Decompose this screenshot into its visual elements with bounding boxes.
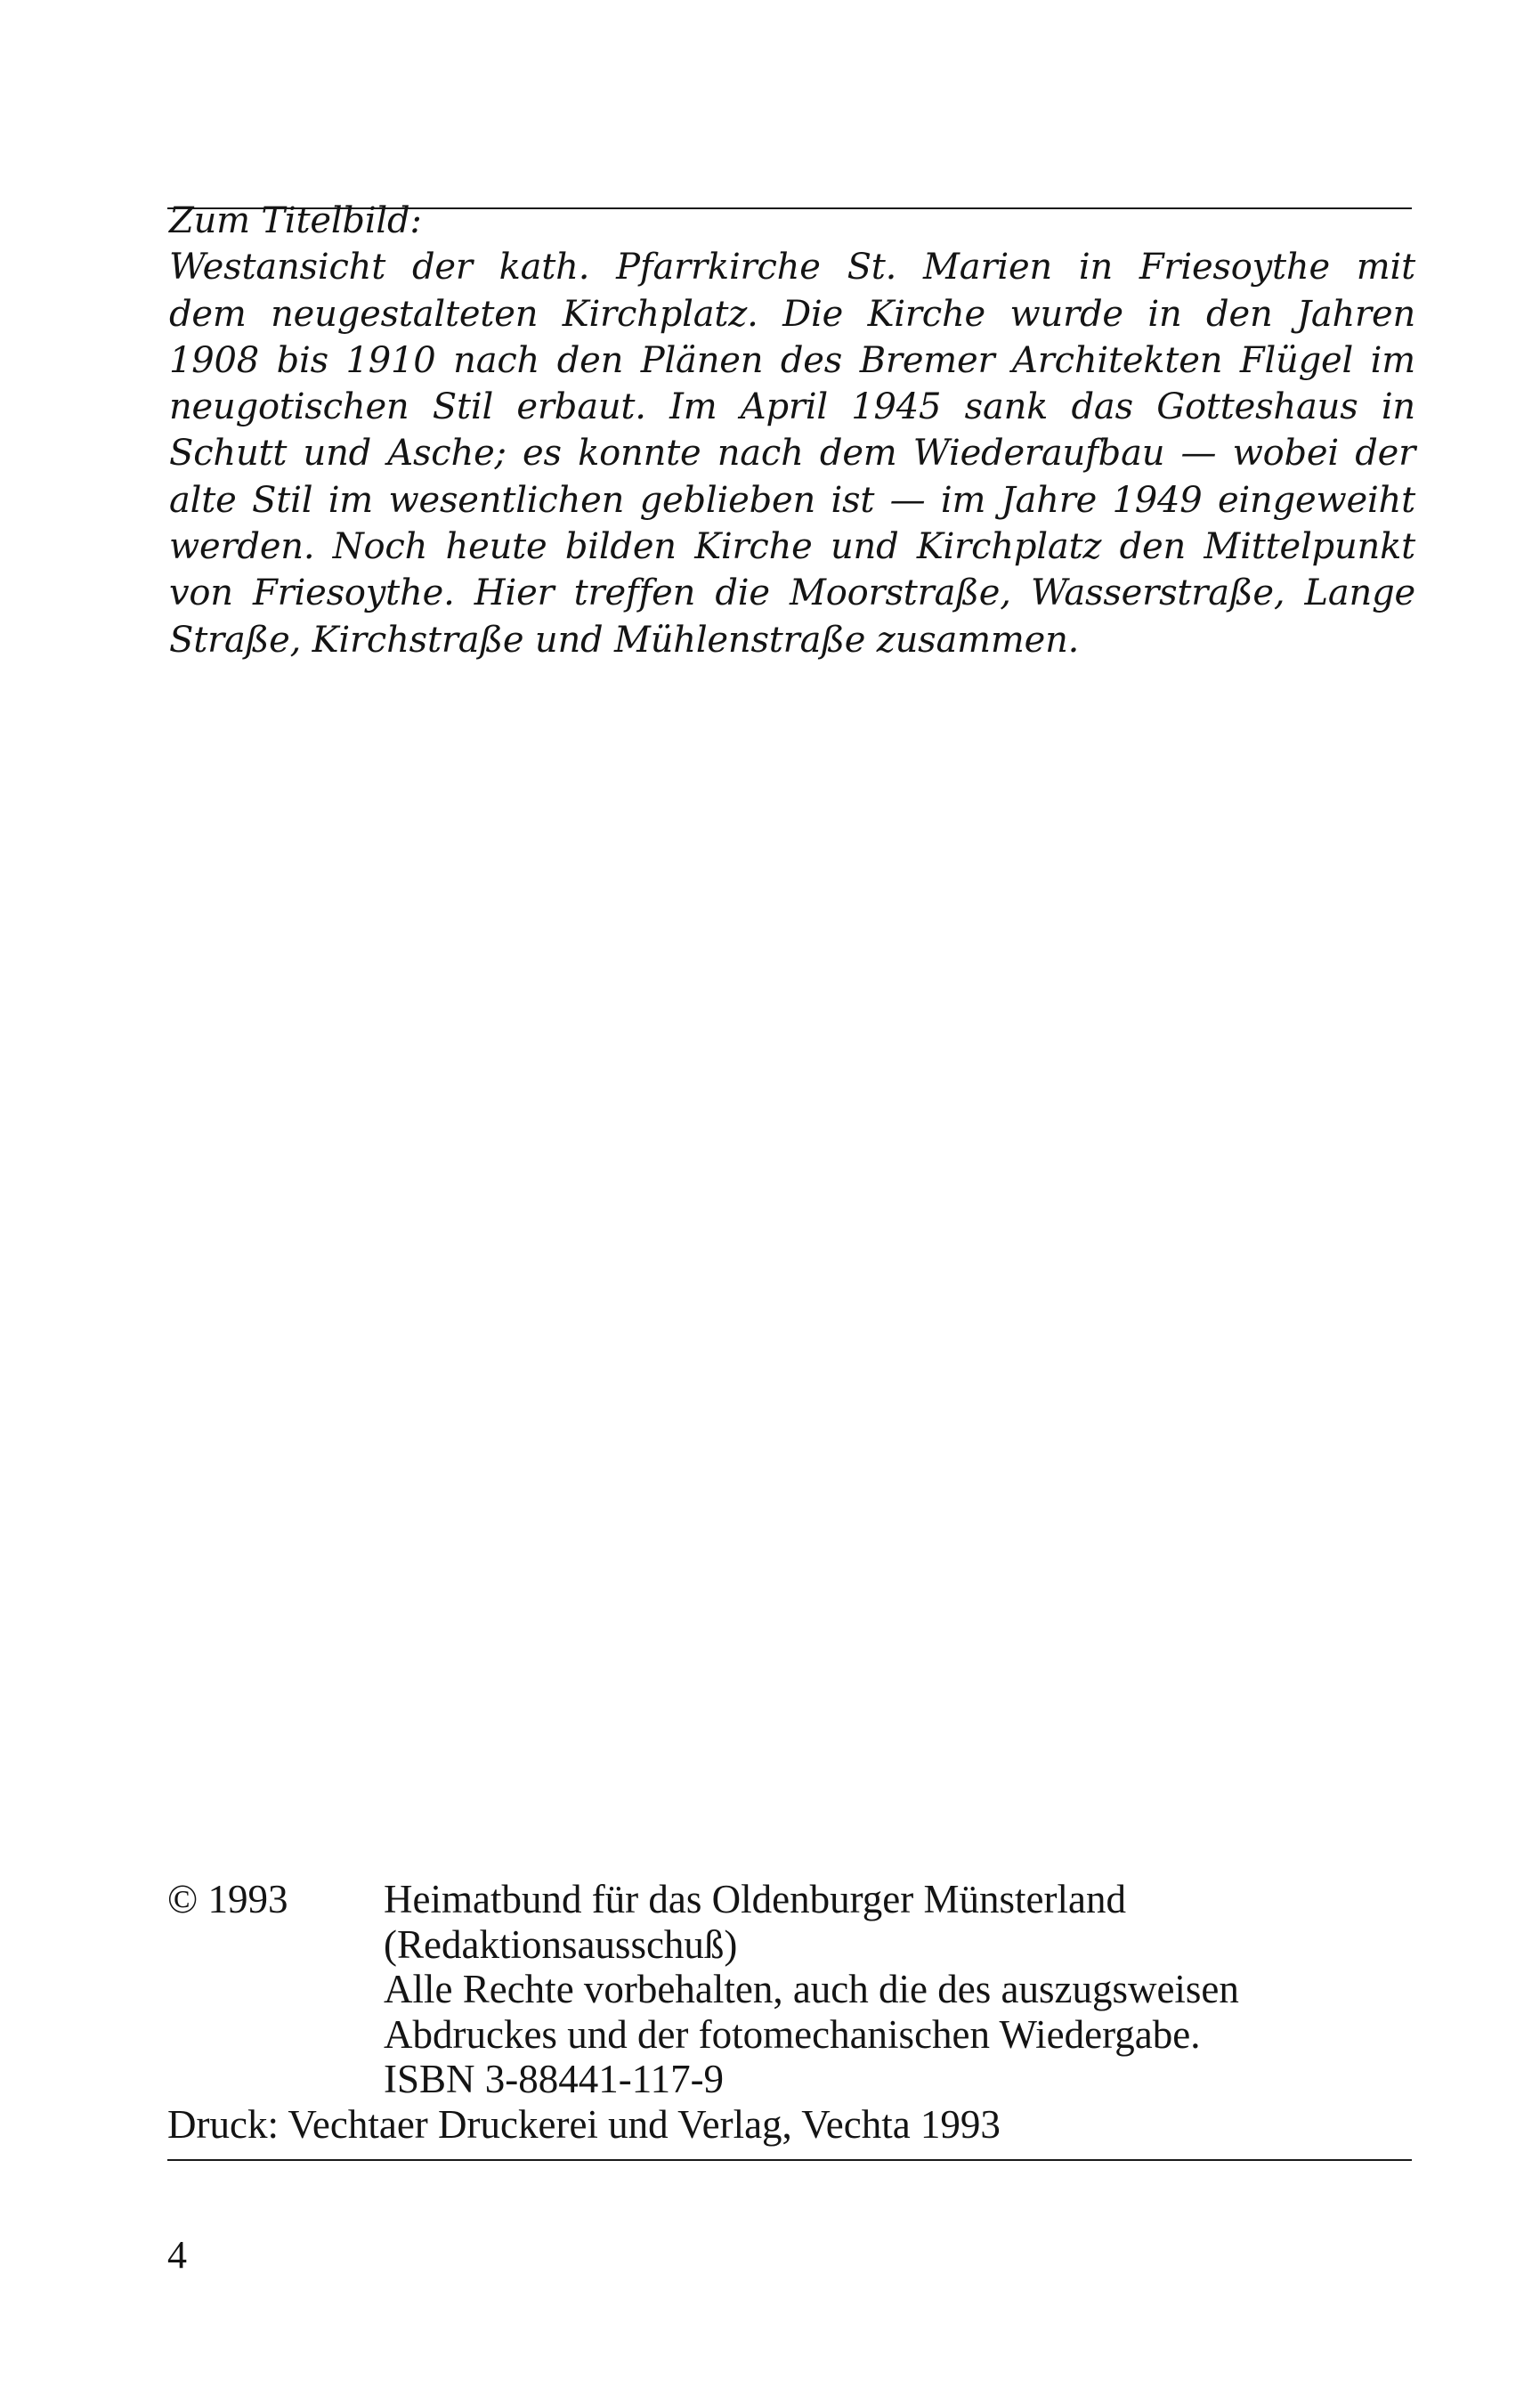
colophon-row	[167, 1877, 1414, 1922]
colophon	[167, 1877, 1414, 2147]
colophon-row	[167, 2102, 1414, 2148]
copyright-notice: © 1993	[167, 1877, 288, 1921]
caption-line: werden. Noch heute bilden Kirche und Kirchplatz den Mittelpunkt	[169, 526, 1415, 568]
bottom-rule	[167, 2159, 1412, 2161]
colophon-row	[167, 2057, 1414, 2102]
caption-line: neugotischen Stil erbaut. Im April 1945 sank das Gotteshaus in	[169, 386, 1415, 428]
cover-caption	[169, 198, 1415, 663]
caption-line: von Friesoythe. Hier treffen die Moorstraße, Wasserstraße, Lange	[169, 573, 1415, 614]
caption-line: Straße, Kirchstraße und Mühlenstraße zusammen.	[169, 619, 1080, 661]
colophon-row	[167, 1967, 1414, 2012]
colophon-row	[167, 1922, 1414, 1968]
publisher-line: (Redaktionsausschuß)	[384, 1921, 738, 1967]
caption-line: 1908 bis 1910 nach den Plänen des Bremer Architekten Flügel im	[169, 339, 1415, 381]
caption-line: Schutt und Asche; es konnte nach dem Wiederaufbau — wobei der	[169, 433, 1415, 475]
isbn: ISBN 3-88441-117-9	[384, 2057, 725, 2101]
publisher-line: Heimatbund für das Oldenburger Münsterland	[384, 1877, 1126, 1921]
colophon-row	[167, 2012, 1414, 2058]
caption-line: Westansicht der kath. Pfarrkirche St. Marien in Friesoythe mit	[169, 247, 1415, 288]
caption-line: dem neugestalteten Kirchplatz. Die Kirche wurde in den Jahren	[169, 293, 1415, 335]
rights-line: Abdruckes und der fotomechanischen Wiedergabe.	[384, 2011, 1201, 2057]
page-number: 4	[167, 2233, 187, 2277]
printer-line: Druck: Vechtaer Druckerei und Verlag, Vechta 1993	[167, 2101, 1001, 2147]
rights-line: Alle Rechte vorbehalten, auch die des auszugsweisen	[384, 1967, 1239, 2011]
caption-heading: Zum Titelbild:	[169, 200, 422, 241]
caption-line: alte Stil im wesentlichen geblieben ist — im Jahre 1949 eingeweiht	[169, 479, 1415, 521]
